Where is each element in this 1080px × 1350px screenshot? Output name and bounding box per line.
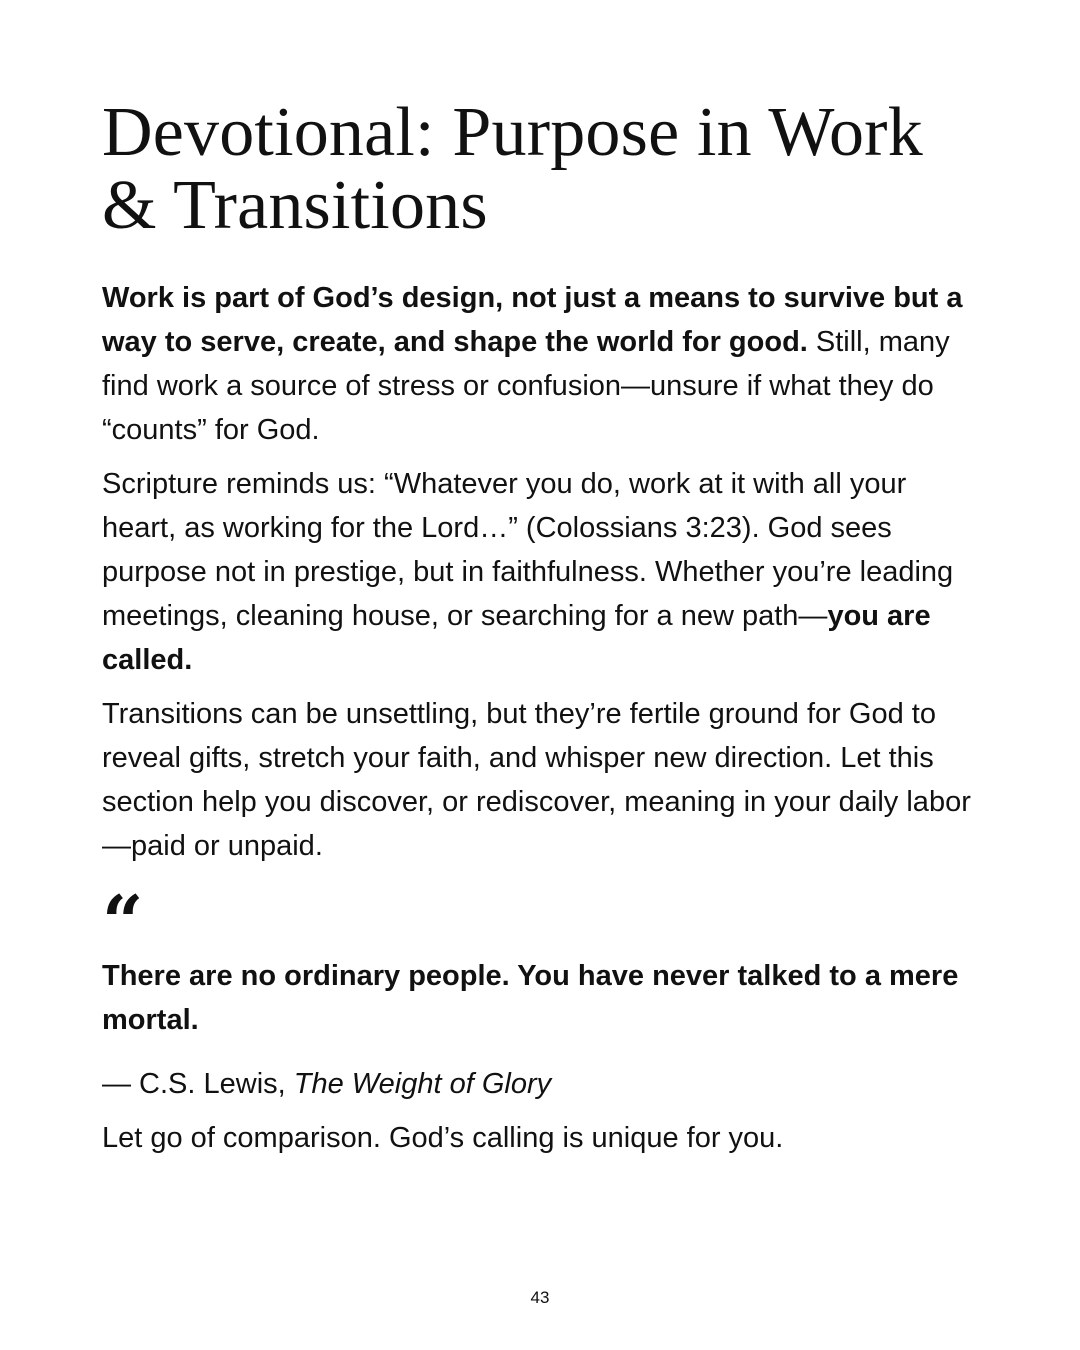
attribution-work: The Weight of Glory [293, 1068, 552, 1100]
intro-rest-text: Still, many find work a source of stress or confusion—unsure if what they do “counts” for God. [102, 326, 950, 446]
intro-bold-text: Work is part of God’s design, not just a means to survive but a way to serve, create, and shape the world for good. [102, 282, 963, 358]
attribution-author: — C.S. Lewis, [102, 1068, 294, 1100]
quote-attribution [102, 1062, 982, 1106]
closing-paragraph: Let go of comparison. God’s calling is unique for you. [102, 1122, 784, 1154]
transitions-paragraph: Transitions can be unsettling, but they’re fertile ground for God to reveal gifts, stretch your faith, and whisper new direction. Let this section help you discover, or rediscover, meaning in your daily labor—paid or unpaid. [102, 698, 971, 862]
scripture-text: Scripture reminds us: “Whatever you do, work at it with all your heart, as working for the Lord…” (Colossians 3:23). God sees purpose not in prestige, but in faithfulness. Whether you’re leading meetings, cleaning house, or searching for a new path— [102, 468, 954, 632]
called-emphasis: you are called. [102, 600, 931, 676]
page-number: 43 [530, 1288, 550, 1307]
scripture-paragraph [102, 462, 982, 682]
intro-paragraph [102, 276, 982, 452]
quote-mark-icon: “ [102, 879, 144, 964]
page-content [102, 96, 982, 1170]
page-title: Devotional: Purpose in Work & Transitions [102, 94, 923, 244]
quote-text: There are no ordinary people. You have never talked to a mere mortal. [102, 960, 959, 1036]
